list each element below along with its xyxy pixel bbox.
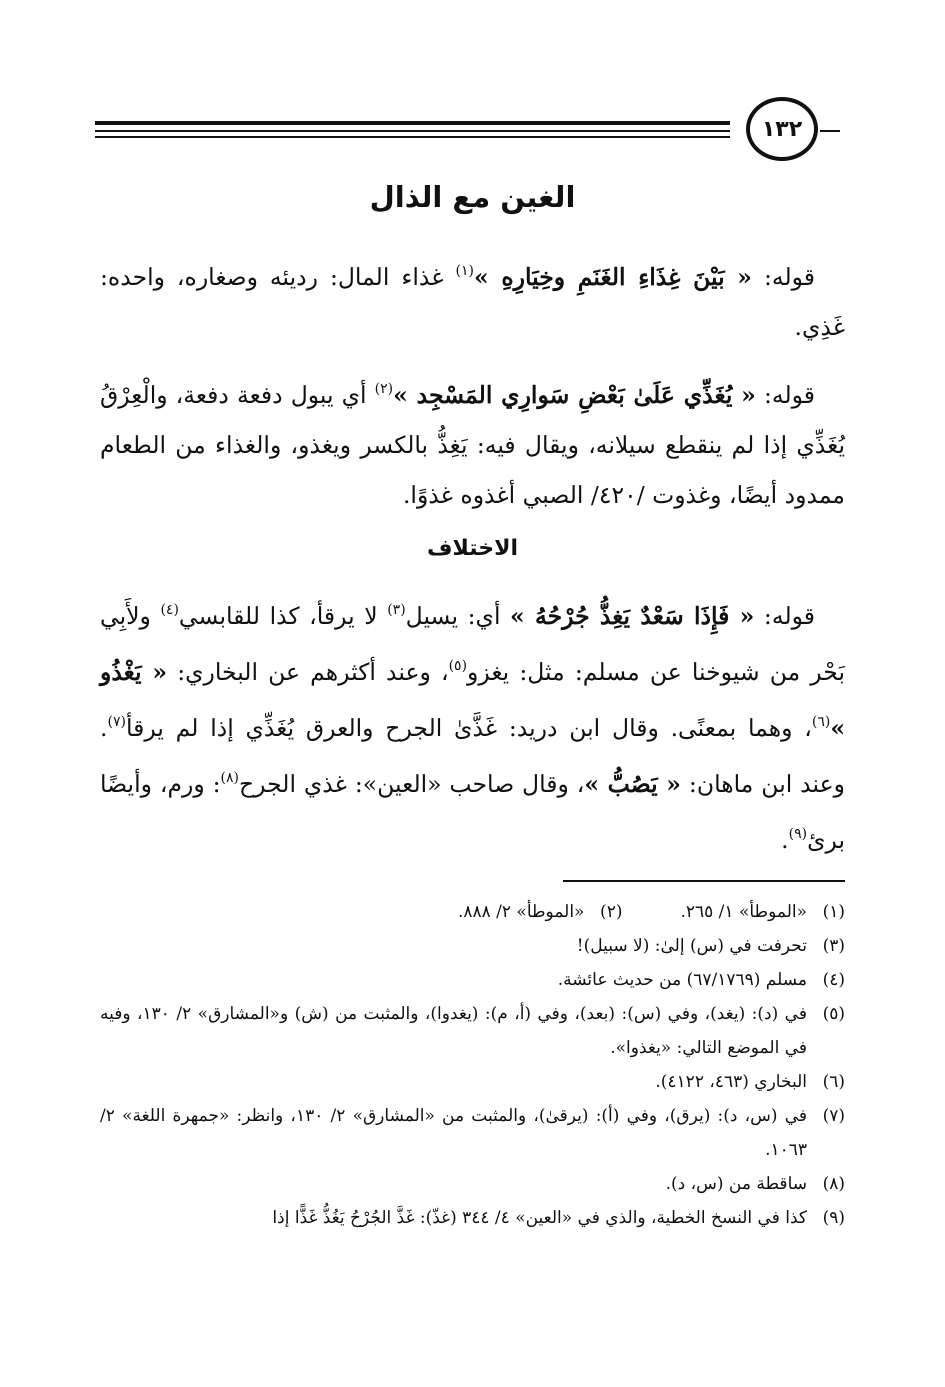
page-header xyxy=(95,95,840,165)
quoted-hadith: « فَإِذَا سَعْدٌ يَغِذُّ جُرْحُهُ » xyxy=(510,602,755,630)
footnote-ref: (٧) xyxy=(107,714,126,730)
footnote-text: كذا في النسخ الخطية، والذي في «العين» ٤/ ٣٤٤ (غذّ): غَذَّ الجُرْحُ يَغُذُّ غَذًّا إذا xyxy=(272,1208,807,1228)
footnote-text: تحرفت في (س) إلىٰ: (لا سبيل)! xyxy=(576,936,807,956)
text-run: قوله: xyxy=(751,263,815,291)
header-rule-thin-lower xyxy=(95,136,730,138)
footnote-9 xyxy=(100,1201,845,1235)
footnote-text: «الموطأ» ١/ ٢٦٥. xyxy=(680,902,807,922)
text-run: . وعند ابن ماهان: xyxy=(100,714,845,798)
footnote-number: (٥) xyxy=(822,1004,845,1024)
footnote-ref: (٤) xyxy=(160,602,179,618)
text-run: قوله: xyxy=(755,381,816,409)
footnote-separator xyxy=(563,880,845,882)
footnote-number: (٤) xyxy=(822,970,845,990)
section-title: الغين مع الذال xyxy=(369,180,576,214)
footnote-text: البخاري (٤٦٣، ٤١٢٢). xyxy=(655,1072,807,1092)
footnote-3 xyxy=(100,929,845,963)
footnote-ref: (٥) xyxy=(448,658,468,674)
footnote-4 xyxy=(100,963,845,997)
paragraph-2 xyxy=(100,364,845,520)
footnote-text: مسلم (٦٧/١٧٦٩) من حديث عائشة. xyxy=(557,970,807,990)
footnote-number: (١) xyxy=(822,902,845,922)
footnote-8 xyxy=(100,1167,845,1201)
quoted-word: « يَصُبُّ » xyxy=(584,770,681,798)
footnote-ref: (٦) xyxy=(811,714,831,730)
text-run: غذاء المال: رديئه وصغاره، واحده: غَذِي. xyxy=(100,263,845,341)
footnote-6 xyxy=(100,1065,845,1099)
paragraph-3 xyxy=(100,585,845,865)
footnote-ref: (٨) xyxy=(220,770,239,786)
footnote-ref: (٩) xyxy=(788,826,808,842)
footnote-number: (٢) xyxy=(600,902,623,922)
page-number: ١٣٢ xyxy=(746,97,818,161)
quoted-hadith: « يُغَذِّي عَلَىٰ بَعْضِ سَوارِي المَسْجِد » xyxy=(393,381,756,409)
footnote-text: في (د): (يغد)، وفي (س): (بعد)، وفي (أ، م): (يغدوا)، والمثبت من (ش) و«المشارق» ٢/ ١٣٠، وفيه في الموضع التالي: «يغذوا». xyxy=(100,1004,807,1058)
header-rule-tail xyxy=(820,130,840,132)
footnote-number: (٦) xyxy=(822,1072,845,1092)
text-run: لا يرقأ، كذا للقابسي xyxy=(178,602,388,630)
text-run: قوله: xyxy=(754,602,815,630)
footnote-text: «الموطأ» ٢/ ٨٨٨. xyxy=(457,902,585,922)
header-rule-thick xyxy=(95,121,730,125)
footnote-row-1-2 xyxy=(100,895,845,929)
footnote-ref: (٣) xyxy=(387,602,406,618)
quoted-word: « يَغْذُو » xyxy=(100,658,845,742)
text-run: . xyxy=(781,826,789,854)
quoted-hadith: « بَيْنَ غِذَاءِ الغَنَمِ وخِيَارِهِ » xyxy=(473,263,752,291)
footnote-number: (٧) xyxy=(822,1106,845,1126)
footnote-7 xyxy=(100,1099,845,1167)
footnote-text: في (س، د): (يرق)، وفي (أ): (يرقىٰ)، والمثبت من «المشارق» ٢/ ١٣٠، وانظر: «جمهرة اللغة» ٢/ ١٠٦٣. xyxy=(100,1106,807,1160)
text-run: ، وهما بمعنًى. وقال ابن دريد: غَذَّىٰ الجرح والعرق يُغَذِّي إذا لم يرقأ xyxy=(125,714,812,742)
paragraph-1 xyxy=(100,246,845,352)
footnote-text: ساقطة من (س، د). xyxy=(665,1174,807,1194)
subsection-title: الاختلاف xyxy=(426,536,519,561)
text-run: ، وعند أكثرهم عن البخاري: xyxy=(167,658,449,686)
footnotes xyxy=(100,895,845,1235)
text-run: ، وقال صاحب «العين»: غذي الجرح xyxy=(239,770,585,798)
footnote-number: (٣) xyxy=(822,936,845,956)
footnote-number: (٩) xyxy=(822,1208,845,1228)
footnote-ref: (١) xyxy=(455,263,474,279)
footnote-number: (٨) xyxy=(822,1174,845,1194)
text-run: أي يبول دفعة دفعة، والْعِرْقُ يُغَذِّي إذا لم ينقطع سيلانه، ويقال فيه: يَغِذُّ بالكسر ويغذو، والغذاء من الطعام ممدود أيضًا، وغذوت /٤٢٠/ الصبي أغذوه غذوًا. xyxy=(100,381,845,509)
text-run: ولأَبِي بَحْر من شيوخنا عن مسلم: مثل: يغزو xyxy=(100,602,845,686)
main-text xyxy=(100,180,845,877)
footnote-ref: (٢) xyxy=(374,381,394,397)
footnote-5 xyxy=(100,997,845,1065)
text-run: أي: يسيل xyxy=(405,602,511,630)
header-rule-thin xyxy=(95,130,730,132)
text-run: : ورم، وأيضًا برئ xyxy=(100,770,845,854)
